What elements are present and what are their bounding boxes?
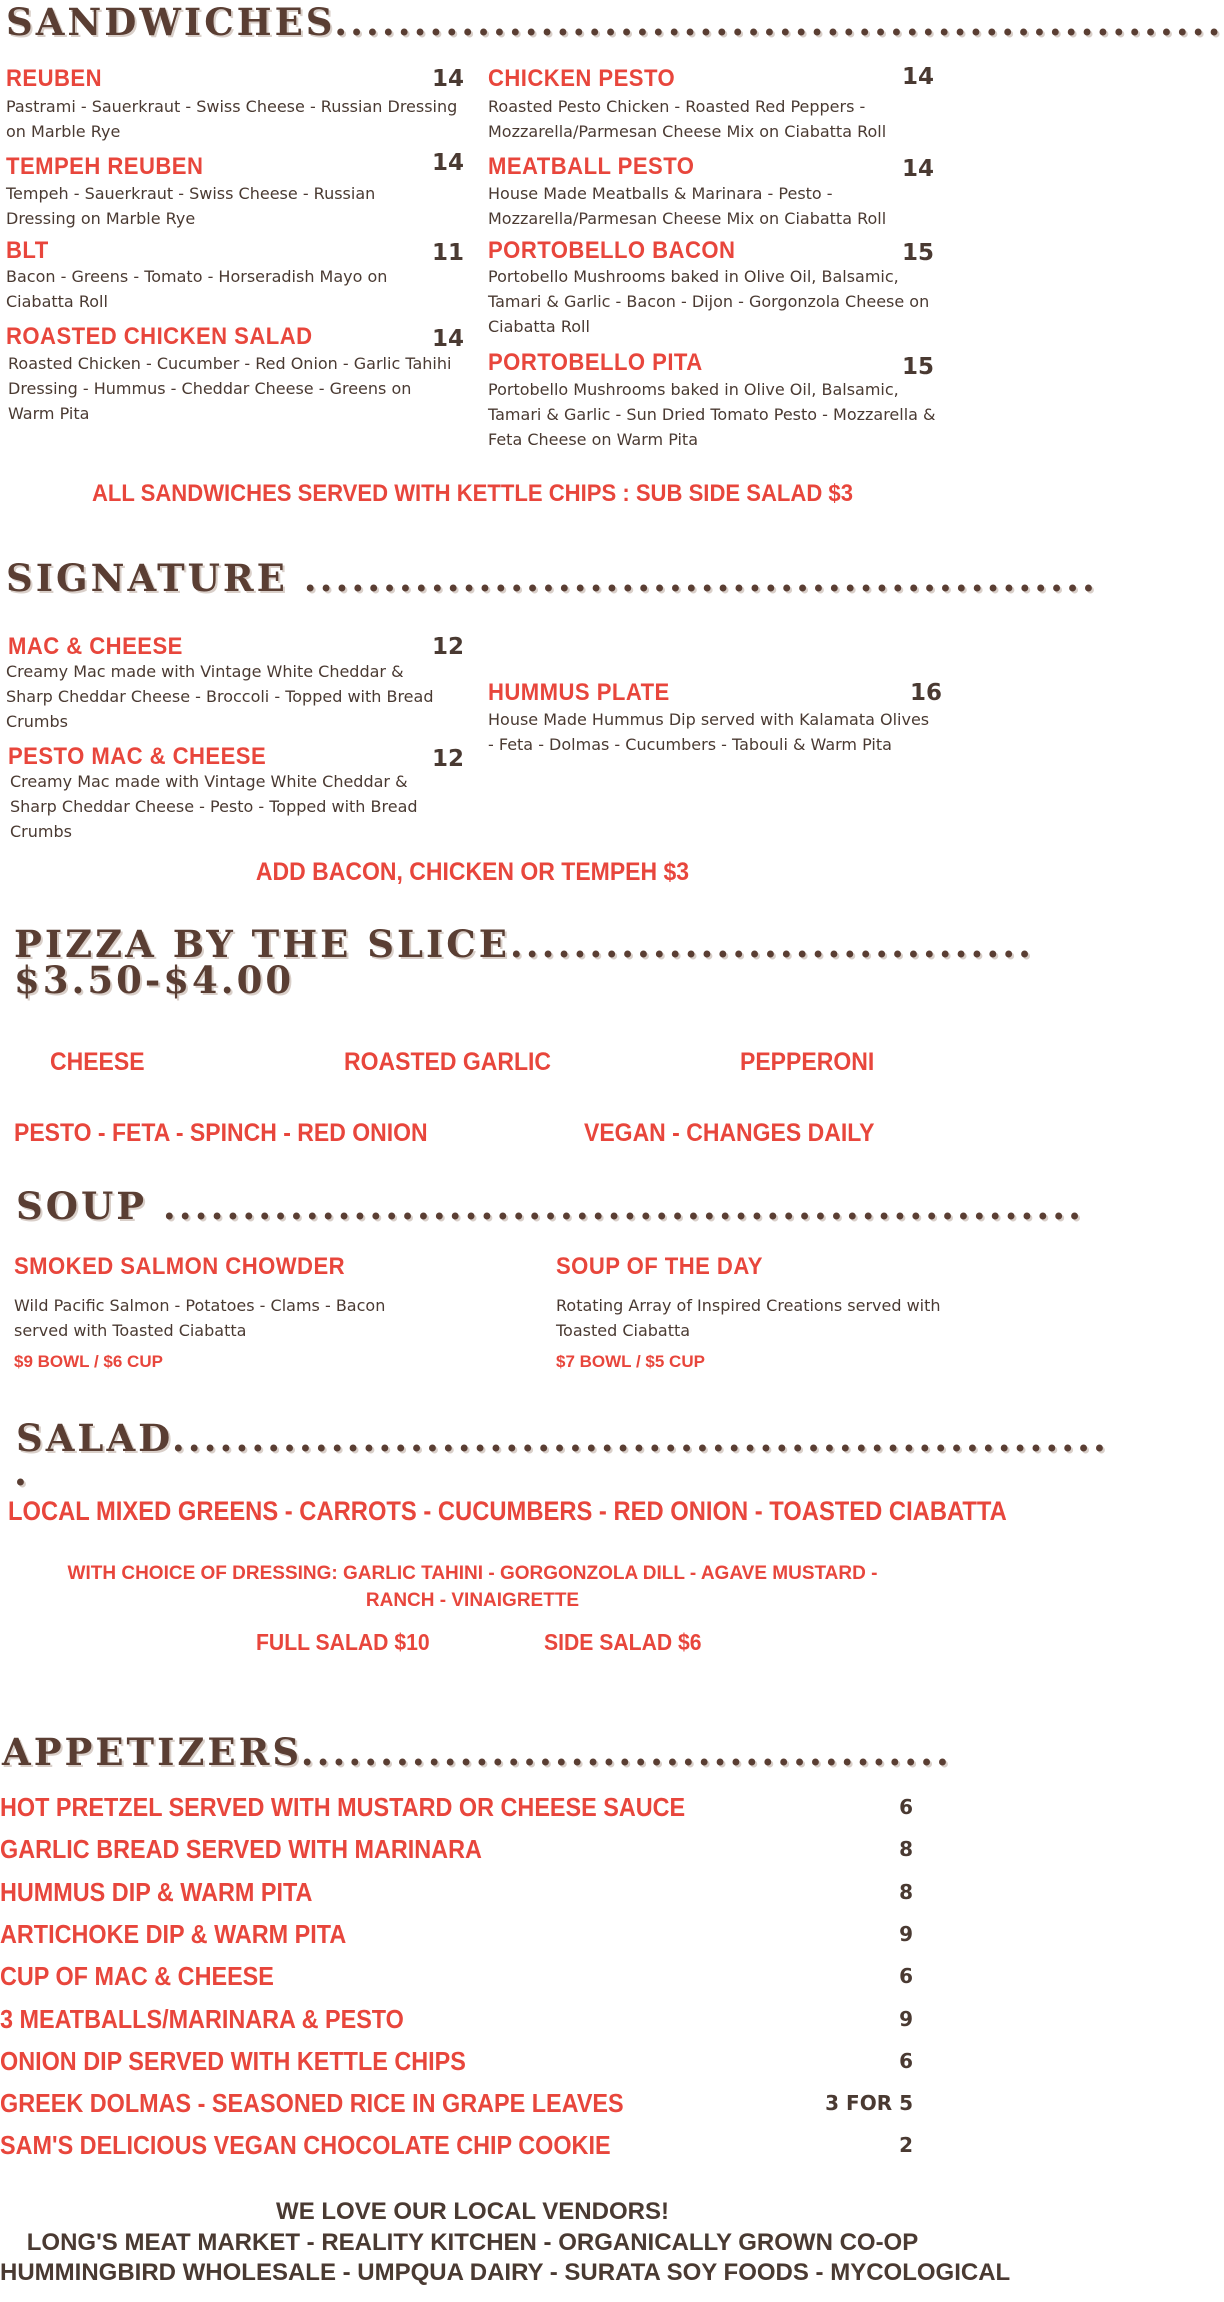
appetizer-name: GARLIC BREAD SERVED WITH MARINARA	[0, 1834, 482, 1865]
pizza-item: CHEESE	[50, 1048, 145, 1076]
appetizer-price: 9	[899, 1921, 913, 1946]
menu-item-name: PORTOBELLO PITA	[488, 349, 703, 376]
appetizer-name: SAM'S DELICIOUS VEGAN CHOCOLATE CHIP COOKIE	[0, 2130, 611, 2161]
pizza-price: $3.50-$4.00	[14, 958, 295, 1002]
menu-item-desc: Creamy Mac made with Vintage White Cheddar & Sharp Cheddar Cheese - Pesto - Topped with Bread Crumbs	[10, 772, 418, 841]
menu-item-name: REUBEN	[6, 65, 102, 92]
menu-item-desc: Roasted Pesto Chicken - Roasted Red Peppers - Mozzarella/Parmesan Cheese Mix on Ciabatta Roll	[488, 97, 887, 141]
pizza-item: ROASTED GARLIC	[344, 1048, 551, 1076]
menu-item-desc: House Made Hummus Dip served with Kalamata Olives - Feta - Dolmas - Cucumbers - Tabouli & Warm Pita	[488, 710, 930, 754]
menu-item-price: 12	[431, 634, 464, 660]
menu-item-name: HUMMUS PLATE	[488, 679, 670, 706]
appetizer-row	[0, 1913, 945, 1955]
menu-item-desc: Wild Pacific Salmon - Potatoes - Clams - Bacon served with Toasted Ciabatta	[14, 1296, 386, 1340]
menu-item-price: 16	[909, 680, 942, 706]
appetizer-row	[0, 2040, 945, 2082]
menu-item-price: 14	[431, 66, 464, 92]
section-title-signature: SIGNATURE ..................................................	[6, 556, 1098, 600]
appetizer-row	[0, 1955, 945, 1997]
menu-item-name: ROASTED CHICKEN SALAD	[6, 323, 313, 350]
menu-item-desc: Roasted Chicken - Cucumber - Red Onion - Garlic Tahihi Dressing - Hummus - Cheddar Cheese - Greens on Warm Pita	[8, 354, 452, 423]
appetizer-price: 9	[899, 2006, 913, 2031]
appetizer-row	[0, 2124, 945, 2166]
appetizer-row	[0, 1871, 945, 1913]
menu-item-price: 15	[901, 240, 934, 266]
salad-dressing: WITH CHOICE OF DRESSING: GARLIC TAHINI - GORGONZOLA DILL - AGAVE MUSTARD - RANCH - VINAIGRETTE	[67, 1563, 878, 1611]
menu-item-price: 12	[431, 746, 464, 772]
section-title-appetizers: APPETIZERS.........................................	[2, 1730, 952, 1774]
menu-item-name: TEMPEH REUBEN	[6, 153, 204, 180]
menu-item-price: 14	[901, 64, 934, 90]
appetizer-row	[0, 2082, 945, 2124]
menu-item-desc: Creamy Mac made with Vintage White Cheddar & Sharp Cheddar Cheese - Broccoli - Topped with Bread Crumbs	[6, 662, 434, 731]
appetizer-name: ONION DIP SERVED WITH KETTLE CHIPS	[0, 2045, 466, 2076]
appetizer-price: 6	[899, 2048, 913, 2073]
salad-description: LOCAL MIXED GREENS - CARROTS - CUCUMBERS - RED ONION - TOASTED CIABATTA	[8, 1496, 1007, 1526]
menu-item-name: PESTO MAC & CHEESE	[8, 743, 267, 770]
menu-item-name: SMOKED SALMON CHOWDER	[14, 1253, 346, 1280]
sandwiches-note: ALL SANDWICHES SERVED WITH KETTLE CHIPS : SUB SIDE SALAD $3	[91, 480, 854, 507]
vendors-line: HUMMINGBIRD WHOLESALE - UMPQUA DAIRY - SURATA SOY FOODS - MYCOLOGICAL	[0, 2259, 1011, 2286]
menu-item-price: 14	[431, 150, 464, 176]
section-title-soup: SOUP ..........................................................	[16, 1184, 1085, 1228]
soup-price: $7 BOWL / $5 CUP	[556, 1352, 705, 1371]
menu-item-price: 14	[431, 326, 464, 352]
pizza-item: PESTO - FETA - SPINCH - RED ONION	[14, 1119, 428, 1147]
menu-item-name: MAC & CHEESE	[8, 633, 183, 660]
menu-item-desc: Portobello Mushrooms baked in Olive Oil, Balsamic, Tamari & Garlic - Sun Dried Tomato Pesto - Mozzarella & Feta Cheese on Warm Pita	[488, 380, 936, 449]
section-title-pizza: PIZZA BY THE SLICE.................................	[14, 922, 1035, 966]
menu-item-price: 14	[901, 156, 934, 182]
menu-item-name: PORTOBELLO BACON	[488, 237, 736, 264]
appetizer-name: GREEK DOLMAS - SEASONED RICE IN GRAPE LEAVES	[0, 2088, 624, 2119]
section-title-sandwiches: SANDWICHES........................................................	[6, 0, 1224, 44]
salad-title-dot: .	[14, 1450, 30, 1494]
appetizer-row	[0, 1828, 945, 1870]
pizza-item: PEPPERONI	[740, 1048, 875, 1076]
signature-note: ADD BACON, CHICKEN OR TEMPEH $3	[255, 858, 690, 886]
menu-item-desc: Bacon - Greens - Tomato - Horseradish Mayo on Ciabatta Roll	[6, 267, 388, 311]
menu-item-name: MEATBALL PESTO	[488, 153, 695, 180]
vendors-line: LONG'S MEAT MARKET - REALITY KITCHEN - ORGANICALLY GROWN CO-OP	[26, 2229, 919, 2256]
menu-item-desc: Tempeh - Sauerkraut - Swiss Cheese - Russian Dressing on Marble Rye	[6, 184, 376, 228]
menu-item-price: 15	[901, 354, 934, 380]
appetizer-name: HUMMUS DIP & WARM PITA	[0, 1876, 313, 1907]
appetizer-name: 3 MEATBALLS/MARINARA & PESTO	[0, 2003, 404, 2034]
section-title-salad: SALAD...........................................................	[16, 1416, 1109, 1460]
menu-item-desc: House Made Meatballs & Marinara - Pesto - Mozzarella/Parmesan Cheese Mix on Ciabatta Roll	[488, 184, 887, 228]
appetizer-price: 8	[899, 1837, 913, 1862]
soup-price: $9 BOWL / $6 CUP	[14, 1352, 163, 1371]
menu-item-name: BLT	[6, 237, 49, 264]
menu-item-desc: Rotating Array of Inspired Creations served with Toasted Ciabatta	[556, 1296, 941, 1340]
appetizer-name: ARTICHOKE DIP & WARM PITA	[0, 1918, 347, 1949]
vendors-heading: WE LOVE OUR LOCAL VENDORS!	[276, 2198, 669, 2225]
appetizer-price: 6	[899, 1795, 913, 1819]
salad-side-price: SIDE SALAD $6	[544, 1629, 702, 1655]
appetizer-name: CUP OF MAC & CHEESE	[0, 1961, 274, 1992]
appetizer-row	[0, 1998, 945, 2040]
appetizer-price: 3 FOR 5	[825, 2091, 913, 2116]
appetizer-price: 8	[899, 1879, 913, 1904]
menu-item-desc: Portobello Mushrooms baked in Olive Oil, Balsamic, Tamari & Garlic - Bacon - Dijon - Gorgonzola Cheese on Ciabatta Roll	[488, 267, 930, 336]
menu-item-name: SOUP OF THE DAY	[556, 1253, 763, 1280]
appetizer-price: 6	[899, 1964, 913, 1989]
appetizer-price: 2	[899, 2133, 913, 2158]
appetizer-row	[0, 1786, 945, 1828]
appetizer-name: HOT PRETZEL SERVED WITH MUSTARD OR CHEESE SAUCE	[0, 1792, 686, 1822]
menu-item-desc: Pastrami - Sauerkraut - Swiss Cheese - Russian Dressing on Marble Rye	[6, 97, 458, 141]
menu-item-name: CHICKEN PESTO	[488, 65, 676, 92]
pizza-item: VEGAN - CHANGES DAILY	[584, 1119, 875, 1147]
salad-full-price: FULL SALAD $10	[256, 1629, 430, 1655]
menu-item-price: 11	[431, 240, 464, 266]
